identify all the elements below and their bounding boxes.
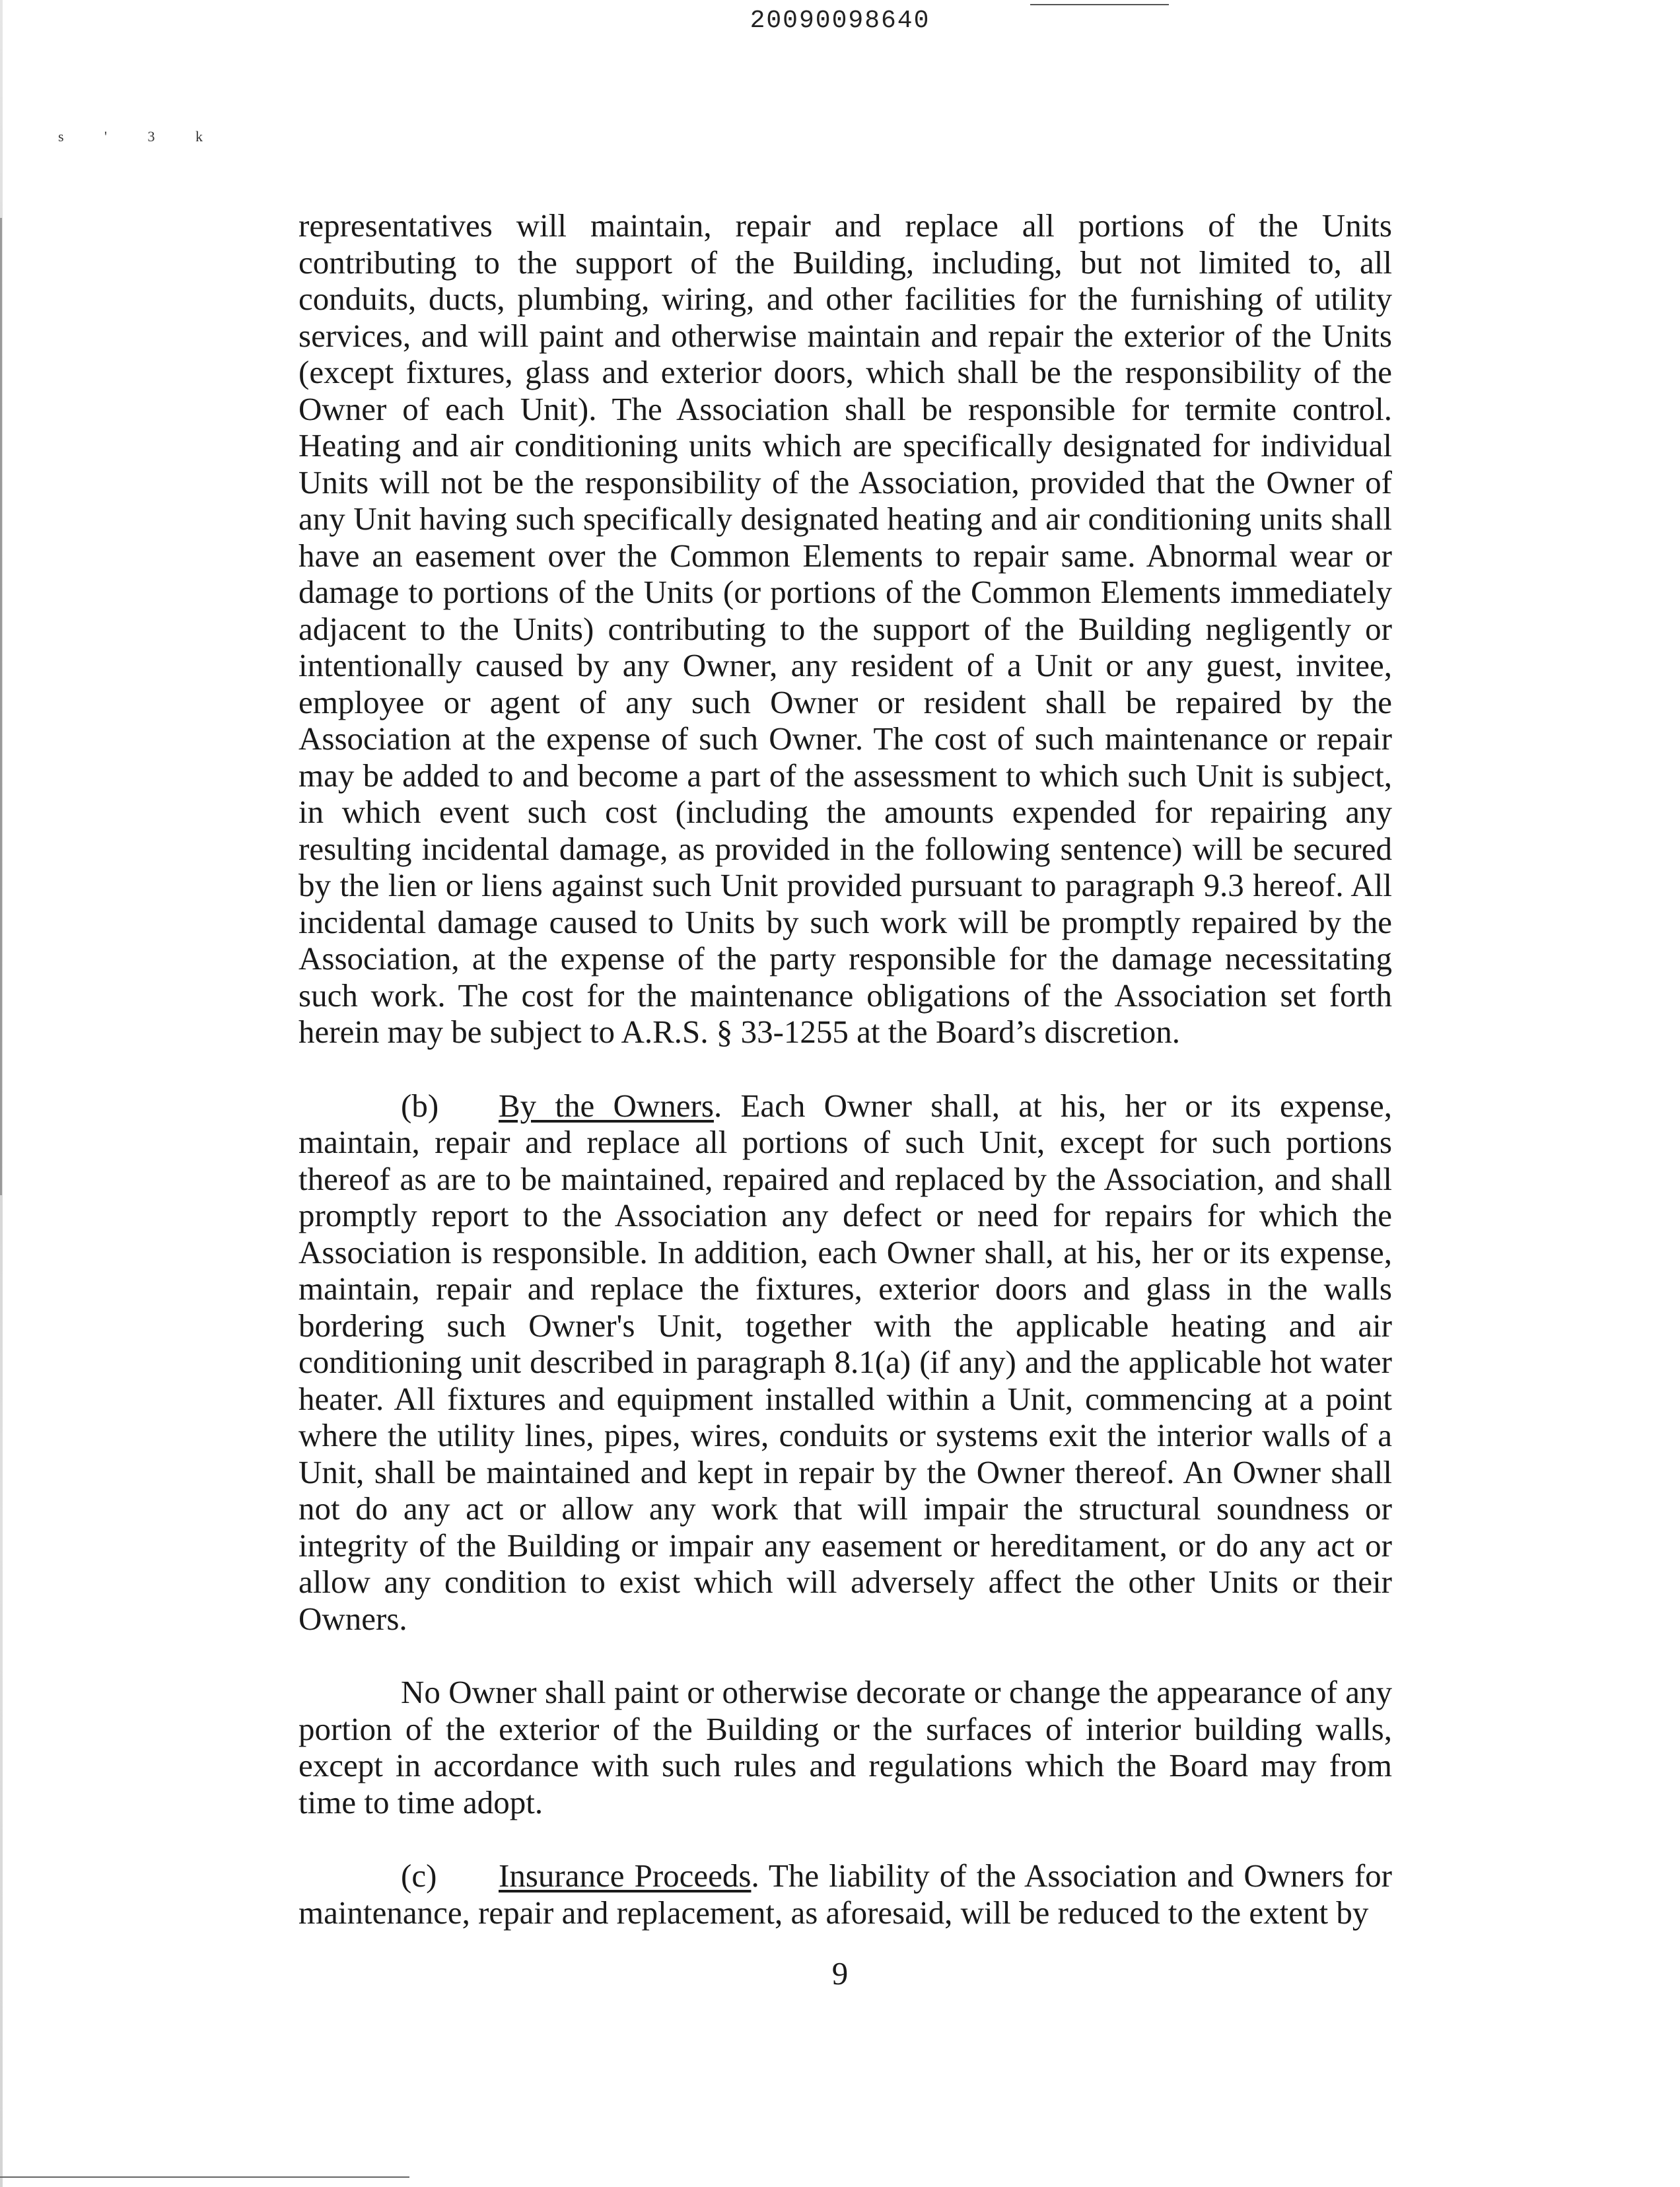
scan-left-shadow xyxy=(0,218,2,1195)
header-rule xyxy=(1030,4,1169,5)
paragraph-b-label: (b) xyxy=(401,1087,439,1124)
footer-rule xyxy=(0,2176,409,2178)
paragraph-b-heading: By the Owners xyxy=(499,1087,714,1124)
paragraph-no-owner: No Owner shall paint or otherwise decorate or change the appearance of any portion of the exterior of the Building or the surfaces of interior building walls, except in accordance with such rules and regulations which the Board may from time to time adopt. xyxy=(298,1674,1392,1821)
paragraph-b xyxy=(298,1088,1392,1638)
paragraph-c xyxy=(298,1857,1392,1931)
paragraph-a-continued: representatives will maintain, repair and replace all portions of the Units contributing to the support of the Building, including, but not limited to, all conduits, ducts, plumbing, wiring, and other facilities for the furnishing of utility services, and will paint and otherwise maintain and repair the exterior of the Units (except fixtures, glass and exterior doors, which shall be the responsibility of the Owner of each Unit). The Association shall be responsible for termite control. Heating and air conditioning units which are specifically designated for individual Units will not be the responsibility of the Association, provided that the Owner of any Unit having such specifically designated heating and air conditioning units shall have an easement over the Common Elements to repair same. Abnormal wear or damage to portions of the Units (or portions of the Common Elements immediately adjacent to the Units) contributing to the support of the Building negligently or intentionally caused by any Owner, any resident of a Unit or any guest, invitee, employee or agent of any such Owner or resident shall be repaired by the Association at the expense of such Owner. The cost of such maintenance or repair may be added to and become a part of the assessment to which such Unit is subject, in which event such cost (including the amounts expended for repairing any resulting incidental damage, as provided in the following sentence) will be secured by the lien or liens against such Unit provided pursuant to paragraph 9.3 hereof. All incidental damage caused to Units by such work will be promptly repaired by the Association, at the expense of the party responsible for the damage necessitating such work. The cost for the maintenance obligations of the Association set forth herein may be subject to A.R.S. § 33-1255 at the Board’s discretion. xyxy=(298,207,1392,1050)
document-number: 20090098640 xyxy=(750,7,930,35)
paragraph-c-heading: Insurance Proceeds xyxy=(499,1857,752,1894)
scan-marks: s ' 3 k xyxy=(58,128,222,145)
paragraph-c-label: (c) xyxy=(401,1857,437,1894)
paragraph-c-text: . The liability of the Association and Owners for maintenance, repair and replacement, as aforesaid, will be reduced to the extent by xyxy=(298,1857,1392,1931)
document-body xyxy=(298,207,1392,1931)
page-number: 9 xyxy=(831,1955,849,1992)
paragraph-b-text: . Each Owner shall, at his, her or its expense, maintain, repair and replace all portions of such Unit, except for such portions thereof as are to be maintained, repaired and replaced by the Association, and shall promptly report to the Association any defect or need for repairs for which the Association is responsible. In addition, each Owner shall, at his, her or its expense, maintain, repair and replace the fixtures, exterior doors and glass in the walls bordering such Owner's Unit, together with the applicable heating and air conditioning unit described in paragraph 8.1(a) (if any) and the applicable hot water heater. All fixtures and equipment installed within a Unit, commencing at a point where the utility lines, pipes, wires, conduits or systems exit the interior walls of a Unit, shall be maintained and kept in repair by the Owner thereof. An Owner shall not do any act or allow any work that will impair the structural soundness or integrity of the Building or impair any easement or hereditament, or do any act or allow any condition to exist which will adversely affect the other Units or their Owners. xyxy=(298,1087,1393,1637)
